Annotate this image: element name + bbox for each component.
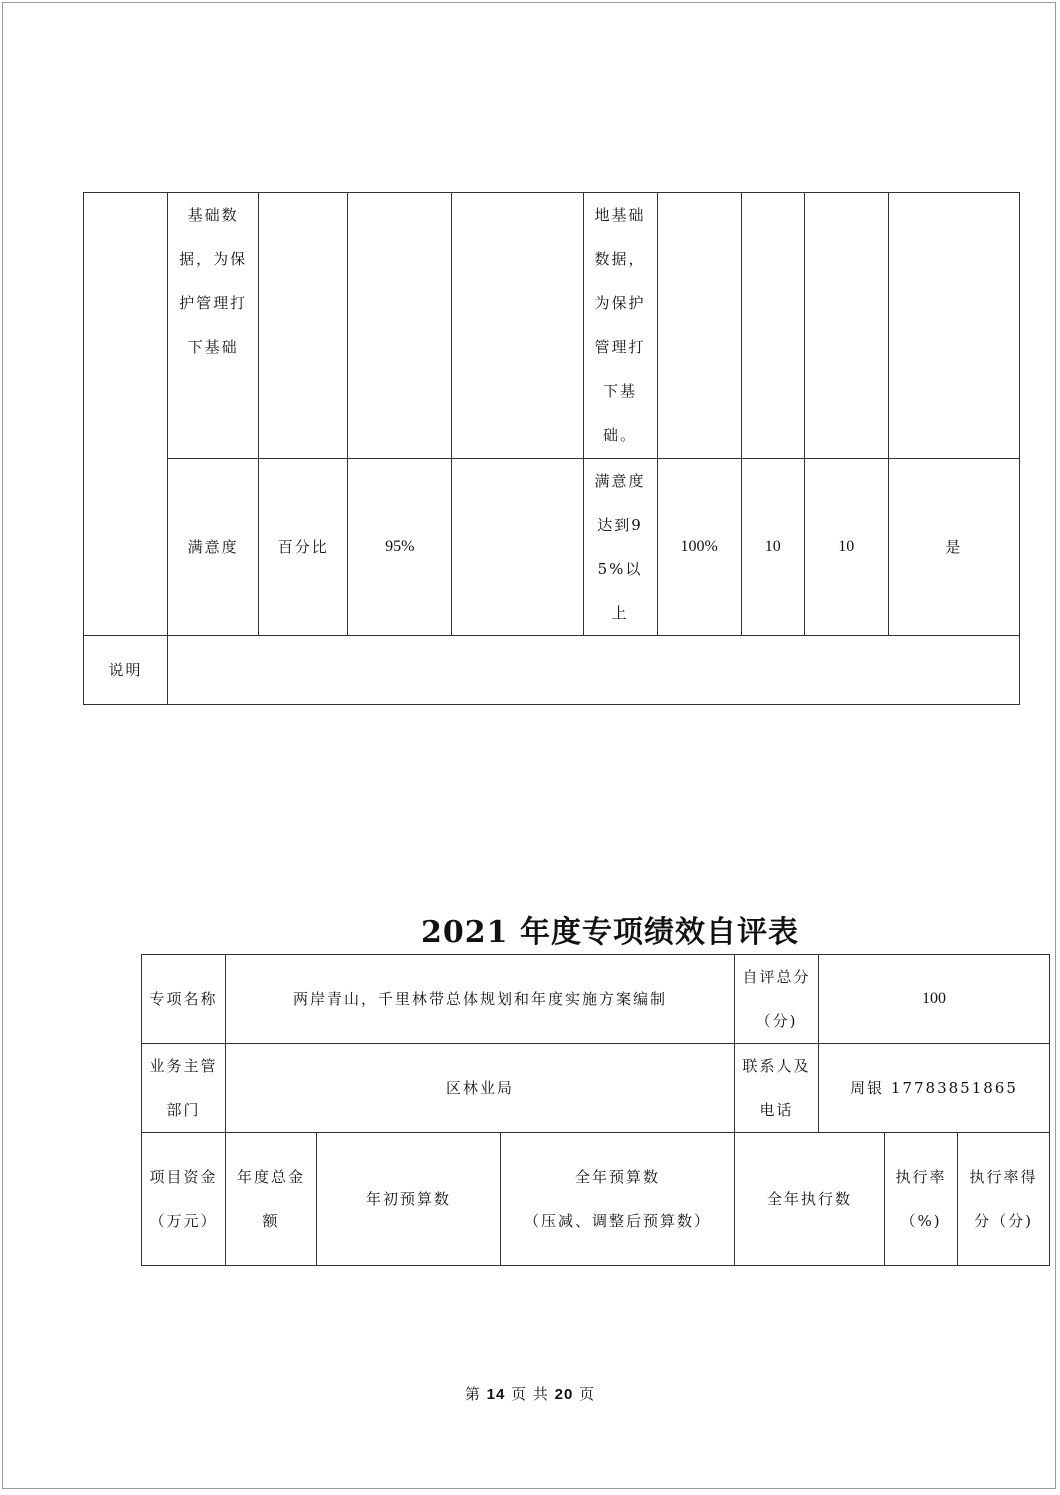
table-row xyxy=(142,1044,1050,1133)
target-cell: 95% xyxy=(348,459,452,636)
weight-cell xyxy=(741,193,804,459)
completion-cell xyxy=(657,193,741,459)
actual-cell: 地基础数据，为保护管理打下基础。 xyxy=(583,193,657,459)
footer-page-number: 14 xyxy=(486,1386,506,1403)
project-name-value: 两岸青山，千里林带总体规划和年度实施方案编制 xyxy=(226,955,735,1044)
note-value xyxy=(168,636,1020,705)
footer-prefix: 第 xyxy=(464,1385,481,1403)
footer-total-pages: 20 xyxy=(554,1386,574,1403)
actual-cell: 满意度达到95%以上 xyxy=(583,459,657,636)
initial-budget-label: 年初预算数 xyxy=(317,1133,501,1266)
table-row xyxy=(84,459,1020,636)
page-title: 2021 年度专项绩效自评表 xyxy=(421,915,799,950)
table-row xyxy=(142,1133,1050,1266)
funds-label: 项目资金（万元） xyxy=(142,1133,226,1266)
performance-indicator-table xyxy=(83,192,1020,705)
achieved-cell xyxy=(888,193,1019,459)
page-footer xyxy=(3,1383,1057,1404)
full-budget-title: 全年预算数 xyxy=(575,1168,661,1186)
table-row xyxy=(84,193,1020,459)
indicator-cell: 满意度 xyxy=(168,459,259,636)
table-row xyxy=(84,636,1020,705)
contact-value: 周银 17783851865 xyxy=(819,1044,1050,1133)
empty-cell xyxy=(452,459,583,636)
executed-label: 全年执行数 xyxy=(735,1133,885,1266)
exec-score-label: 执行率得分（分) xyxy=(958,1133,1050,1266)
target-cell xyxy=(348,193,452,459)
footer-mid: 页 共 xyxy=(511,1385,549,1403)
document-page xyxy=(2,2,1056,1489)
dept-value: 区林业局 xyxy=(226,1044,735,1133)
unit-cell: 百分比 xyxy=(259,459,348,636)
annual-total-label: 年度总金额 xyxy=(226,1133,317,1266)
weight-cell: 10 xyxy=(741,459,804,636)
footer-suffix: 页 xyxy=(579,1385,596,1403)
empty-cell xyxy=(452,193,583,459)
full-budget-label xyxy=(501,1133,735,1266)
category-cell xyxy=(84,193,168,636)
full-budget-subtitle: （压减、调整后预算数） xyxy=(524,1212,712,1230)
completion-cell: 100% xyxy=(657,459,741,636)
project-name-label: 专项名称 xyxy=(142,955,226,1044)
score-cell: 10 xyxy=(804,459,888,636)
total-score-label: 自评总分（分) xyxy=(735,955,819,1044)
self-evaluation-table xyxy=(141,954,1050,1266)
score-cell xyxy=(804,193,888,459)
total-score-value: 100 xyxy=(819,955,1050,1044)
achieved-cell: 是 xyxy=(888,459,1019,636)
contact-label: 联系人及电话 xyxy=(735,1044,819,1133)
dept-label: 业务主管部门 xyxy=(142,1044,226,1133)
table-row xyxy=(142,955,1050,1044)
unit-cell xyxy=(259,193,348,459)
exec-rate-label: 执行率（%) xyxy=(885,1133,958,1266)
indicator-cell: 基础数据，为保护管理打下基础 xyxy=(168,193,259,459)
note-label: 说明 xyxy=(84,636,168,705)
